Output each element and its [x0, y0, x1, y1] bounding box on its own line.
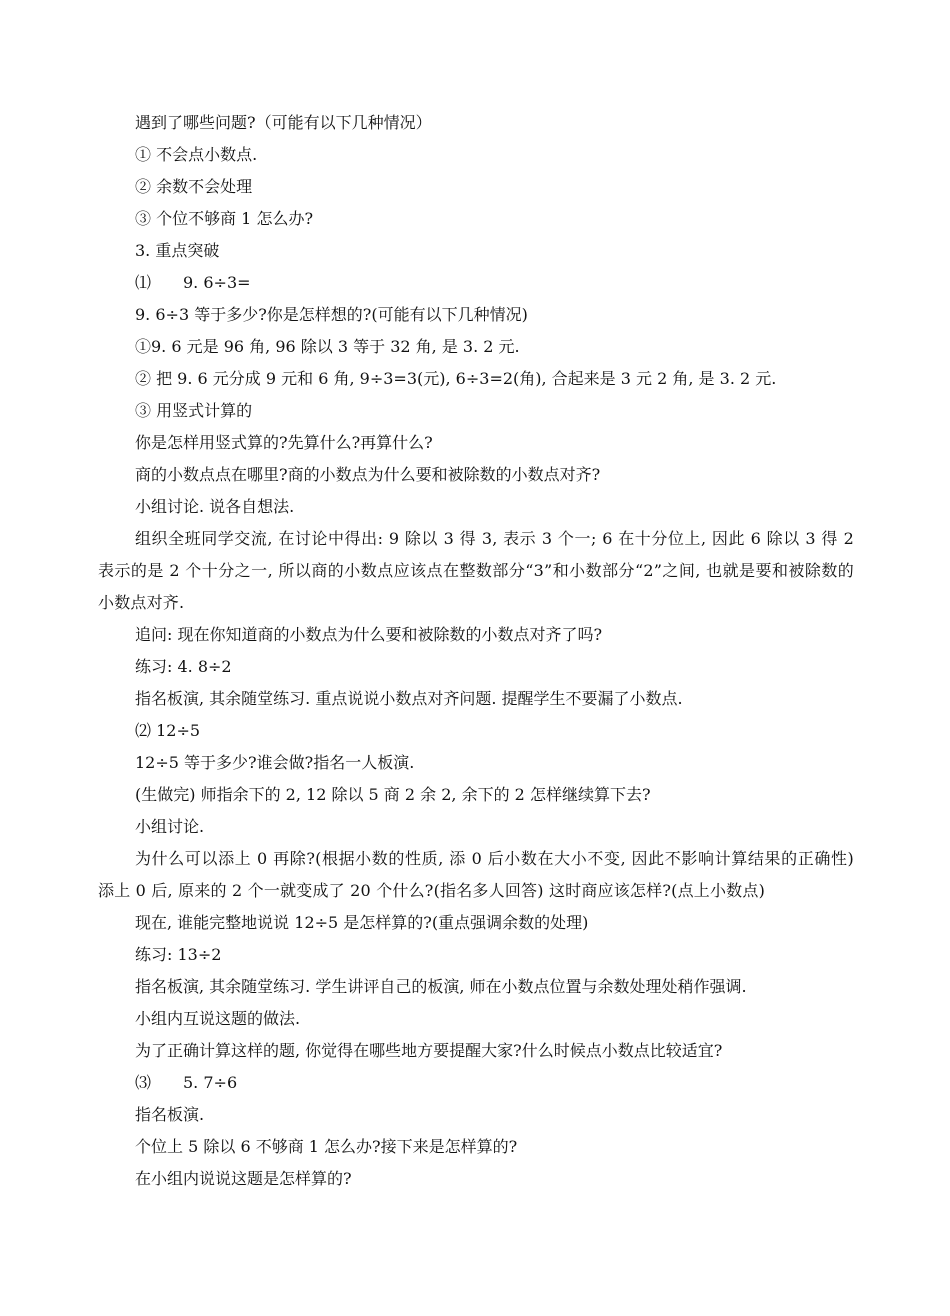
paragraph: 为什么可以添上 0 再除?(根据小数的性质, 添 0 后小数在大小不变, 因此不影响计算结果的正确性) 添上 0 后, 原来的 2 个一就变成了 20 个什么?(指名多人回答) 这时商应该怎样?(点上小数点) [98, 849, 854, 900]
document-body [98, 107, 854, 1195]
text-line: ①9. 6 元是 96 角, 96 除以 3 等于 32 角, 是 3. 2 元. [135, 337, 520, 356]
text-line: 商的小数点点在哪里?商的小数点为什么要和被除数的小数点对齐? [135, 465, 601, 484]
text-line: ② 把 9. 6 元分成 9 元和 6 角, 9÷3=3(元), 6÷3=2(角), 合起来是 3 元 2 角, 是 3. 2 元. [135, 369, 777, 388]
paragraph: 组织全班同学交流, 在讨论中得出: 9 除以 3 得 3, 表示 3 个一; 6 在十分位上, 因此 6 除以 3 得 2 表示的是 2 个十分之一, 所以商的小数点应该点在整数部分“3”和小数部分“2”之间, 也就是要和被除数的小数点对齐. [98, 529, 854, 612]
text-line: 练习: 13÷2 [135, 945, 222, 964]
text-line: (生做完) 师指余下的 2, 12 除以 5 商 2 余 2, 余下的 2 怎样继续算下去? [135, 785, 651, 804]
text-line: 你是怎样用竖式算的?先算什么?再算什么? [135, 433, 433, 452]
text-line: 练习: 4. 8÷2 [135, 657, 232, 676]
text-line: ⑴ 9. 6÷3= [135, 273, 251, 292]
text-line: 小组内互说这题的做法. [135, 1009, 301, 1028]
text-line: 现在, 谁能完整地说说 12÷5 是怎样算的?(重点强调余数的处理) [135, 913, 589, 932]
text-line: 9. 6÷3 等于多少?你是怎样想的?(可能有以下几种情况) [135, 305, 528, 324]
text-line: ⑵ 12÷5 [135, 721, 201, 740]
text-line: 小组讨论. [135, 817, 205, 836]
text-line: 指名板演, 其余随堂练习. 学生讲评自己的板演, 师在小数点位置与余数处理处稍作强调. [135, 977, 747, 996]
text-line: ③ 个位不够商 1 怎么办? [135, 209, 314, 228]
text-line: 在小组内说说这题是怎样算的? [135, 1169, 352, 1188]
text-line: 指名板演, 其余随堂练习. 重点说说小数点对齐问题. 提醒学生不要漏了小数点. [135, 689, 683, 708]
text-line: 个位上 5 除以 6 不够商 1 怎么办?接下来是怎样算的? [135, 1137, 518, 1156]
text-line: ② 余数不会处理 [135, 177, 253, 196]
text-line: 为了正确计算这样的题, 你觉得在哪些地方要提醒大家?什么时候点小数点比较适宜? [135, 1041, 723, 1060]
text-line: 小组讨论. 说各自想法. [135, 497, 295, 516]
text-line: ⑶ 5. 7÷6 [135, 1073, 238, 1092]
text-line: ③ 用竖式计算的 [135, 401, 253, 420]
text-line: 指名板演. [135, 1105, 205, 1124]
section-heading: 3. 重点突破 [135, 241, 220, 260]
text-line: 追问: 现在你知道商的小数点为什么要和被除数的小数点对齐了吗? [135, 625, 603, 644]
text-line: 12÷5 等于多少?谁会做?指名一人板演. [135, 753, 415, 772]
text-line: 遇到了哪些问题?（可能有以下几种情况） [135, 113, 432, 132]
text-line: ① 不会点小数点. [135, 145, 258, 164]
